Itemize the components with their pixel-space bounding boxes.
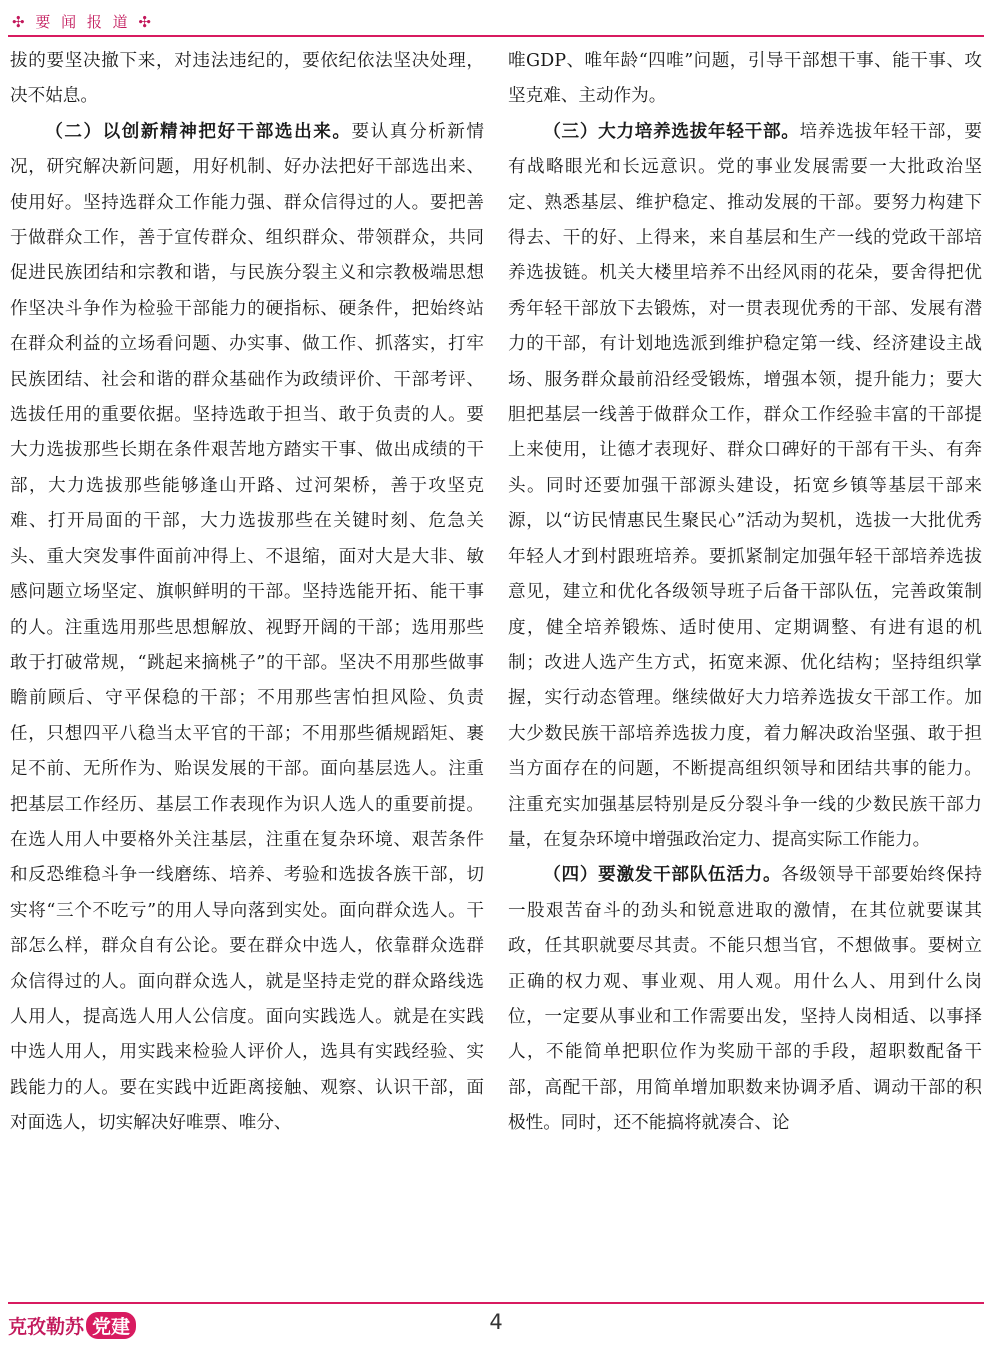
right-paragraph-3: [508, 115, 982, 859]
section-header: [8, 6, 984, 36]
section-label: ✣ 要 闻 报 道 ✣: [12, 13, 154, 31]
right-paragraph-4: [508, 858, 982, 1141]
section-heading-2: （二）以创新精神把好干部选出来。: [45, 121, 352, 142]
left-paragraph-2: [10, 115, 484, 1142]
section-body-4: 各级领导干部要始终保持一股艰苦奋斗的劲头和锐意进取的激情，在其位就要谋其政，任其职就要尽其责。不能只想当官，不想做事。要树立正确的权力观、事业观、用人观。用什么人、用到什么岗位，一定要从事业和工作需要出发，坚持人岗相适、以事择人，不能简单把职位作为奖励干部的手段，超职数配备干部，高配干部，用简单增加职数来协调矛盾、调动干部的积极性。同时，还不能搞将就凑合、论: [508, 865, 982, 1134]
page-number: 4: [489, 1310, 503, 1334]
footer-divider: [8, 1302, 984, 1304]
left-paragraph-continued: 拔的要坚决撤下来，对违法违纪的，要依纪依法坚决处理，决不姑息。: [10, 51, 484, 107]
brand-badge: 党建: [86, 1312, 136, 1339]
section-body-2: 要认真分析新情况，研究解决新问题，用好机制、好办法把好干部选出来、使用好。坚持选群众工作能力强、群众信得过的人。要把善于做群众工作，善于宣传群众、组织群众、带领群众，共同促进民族团结和宗教和谐，与民族分裂主义和宗教极端思想作坚决斗争作为检验干部能力的硬指标、硬条件，把始终站在群众利益的立场看问题、办实事、做工作、抓落实，打牢民族团结、社会和谐的群众基础作为政绩评价、干部考评、选拔任用的重要依据。坚持选敢于担当、敢于负责的人。要大力选拔那些长期在条件艰苦地方踏实干事、做出成绩的干部，大力选拔那些能够逢山开路、过河架桥，善于攻坚克难、打开局面的干部，大力选拔那些在关键时刻、危急关头、重大突发事件面前冲得上、不退缩，面对大是大非、敏感问题立场坚定、旗帜鲜明的干部。坚持选能开拓、能干事的人。注重选用那些思想解放、视野开阔的干部；选用那些敢于打破常规，“跳起来摘桃子”的干部。坚决不用那些做事瞻前顾后、守平保稳的干部；不用那些害怕担风险、负责任，只想四平八稳当太平官的干部；不用那些循规蹈矩、裹足不前、无所作为、贻误发展的干部。面向基层选人。注重把基层工作经历、基层工作表现作为识人选人的重要前提。在选人用人中要格外关注基层，注重在复杂环境、艰苦条件和反恐维稳斗争一线磨练、培养、考验和选拔各族干部，切实将“三个不吃亏”的用人导向落到实处。面向群众选人。干部怎么样，群众自有公论。要在群众中选人，依靠群众选群众信得过的人。面向群众选人，就是坚持走党的群众路线选人用人，提高选人用人公信度。面向实践选人。就是在实践中选人用人，用实践来检验人评价人，选具有实践经验、实践能力的人。要在实践中近距离接触、观察、认识干部，面对面选人，切实解决好唯票、唯分、: [10, 121, 484, 1134]
right-column: [508, 44, 982, 1282]
brand-text: 克孜勒苏: [8, 1316, 85, 1338]
left-column: [10, 44, 484, 1282]
article-body: [10, 44, 982, 1282]
right-paragraph-continued: 唯GDP、唯年龄“四唯”问题，引导干部想干事、能干事、攻坚克难、主动作为。: [508, 51, 982, 107]
header-divider: [8, 35, 984, 37]
section-body-3: 培养选拔年轻干部，要有战略眼光和长远意识。党的事业发展需要一大批政治坚定、熟悉基层、维护稳定、推动发展的干部。要努力构建下得去、干的好、上得来，来自基层和生产一线的党政干部培养选拔链。机关大楼里培养不出经风雨的花朵，要舍得把优秀年轻干部放下去锻炼，对一贯表现优秀的干部、发展有潜力的干部，有计划地选派到维护稳定第一线、经济建设主战场、服务群众最前沿经受锻炼，增强本领，提升能力；要大胆把基层一线善于做群众工作，群众工作经验丰富的干部提上来使用，让德才表现好、群众口碑好的干部有干头、有奔头。同时还要加强干部源头建设，拓宽乡镇等基层干部来源，以“访民情惠民生聚民心”活动为契机，选拔一大批优秀年轻人才到村跟班培养。要抓紧制定加强年轻干部培养选拔意见，建立和优化各级领导班子后备干部队伍，完善政策制度，健全培养锻炼、适时使用、定期调整、有进有退的机制；改进人选产生方式，拓宽来源、优化结构；坚持组织掌握，实行动态管理。继续做好大力培养选拔女干部工作。加大少数民族干部培养选拔力度，着力解决政治坚强、敢于担当方面存在的问题，不断提高组织领导和团结共事的能力。注重充实加强基层特别是反分裂斗争一线的少数民族干部力量，在复杂环境中增强政治定力、提高实际工作能力。: [508, 121, 982, 850]
publication-brand: [8, 1312, 136, 1339]
section-heading-3: （三）大力培养选拔年轻干部。: [543, 121, 800, 142]
section-heading-4: （四）要激发干部队伍活力。: [543, 865, 782, 886]
